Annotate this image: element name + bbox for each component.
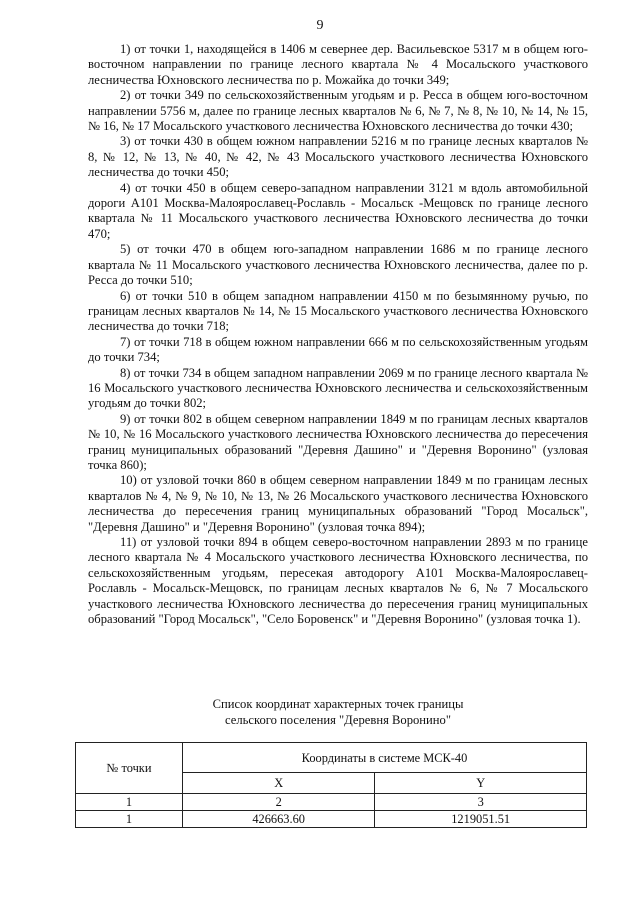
paragraph-6: 6) от точки 510 в общем западном направлении 4150 м по безымянному ручью, по границам лесных кварталов № 14, № 15 Мосальского участкового лесничества Юхновского лесничества до точки 718; <box>88 288 588 334</box>
paragraph-10: 10) от узловой точки 860 в общем северном направлении 1849 м по границам лесных кварталов № 4, № 9, № 10, № 13, № 26 Мосальского участкового лесничества Юхновского лесничества до пересечения границ муниципальных образований "Город Мосальск", "Деревня Дашино" и "Деревня Воронино" (узловая точка 894); <box>88 473 588 534</box>
paragraph-5: 5) от точки 470 в общем юго-западном направлении 1686 м по границе лесного квартала № 11 Мосальского участкового лесничества Юхновского лесничества, далее по р. Ресса до точки 510; <box>88 242 588 288</box>
coordinates-table <box>75 742 587 828</box>
paragraph-7: 7) от точки 718 в общем южном направлении 666 м по сельскохозяйственным угодьям до точки 734; <box>88 334 588 365</box>
header-point-number: № точки <box>76 743 183 794</box>
header-x: X <box>183 773 375 794</box>
index-cell: 2 <box>183 794 375 811</box>
point-number-cell: 1 <box>76 811 183 828</box>
index-cell: 3 <box>375 794 587 811</box>
page-number: 9 <box>316 18 324 33</box>
paragraph-2: 2) от точки 349 по сельскохозяйственным угодьям и р. Ресса в общем юго-восточном направлении 5756 м, далее по границе лесных кварталов № 6, № 7, № 8, № 10, № 14, № 15, № 16, № 17 Мосальского участкового лесничества Юхновского лесничества до точки 430; <box>88 88 588 134</box>
paragraph-8: 8) от точки 734 в общем западном направлении 2069 м по границе лесного квартала № 16 Мосальского участкового лесничества Юхновского лесничества и сельскохозяйственным угодьям до точки 802; <box>88 365 588 411</box>
list-title-line-2: сельского поселения "Деревня Воронино" <box>225 713 451 727</box>
index-cell: 1 <box>76 794 183 811</box>
paragraph-4: 4) от точки 450 в общем северо-западном направлении 3121 м вдоль автомобильной дороги А101 Москва-Малоярославец-Рославль - Мосальск -Мещовск по границе лесного квартала № 11 Мосальского участкового лесничества Юхновского лесничества до точки 470; <box>88 180 588 241</box>
paragraph-3: 3) от точки 430 в общем южном направлении 5216 м по границе лесных кварталов № 8, № 12, № 13, № 40, № 42, № 43 Мосальского участкового лесничества Юхновского лесничества до точки 450; <box>88 134 588 180</box>
coordinates-list-title <box>88 696 588 728</box>
header-coordinate-system: Координаты в системе МСК-40 <box>183 743 587 773</box>
y-coordinate-cell: 1219051.51 <box>375 811 587 828</box>
document-body <box>88 42 588 627</box>
list-title-line-1: Список координат характерных точек границы <box>212 697 464 711</box>
header-y: Y <box>375 773 587 794</box>
paragraph-1: 1) от точки 1, находящейся в 1406 м севернее дер. Васильевское 5317 м в общем юго-восточном направлении по границе лесного квартала № 4 Мосальского участкового лесничества Юхновского лесничества по р. Можайка до точки 349; <box>88 42 588 87</box>
table-row <box>76 811 587 828</box>
table-index-row <box>76 794 587 811</box>
table-header-row <box>76 743 587 773</box>
x-coordinate-cell: 426663.60 <box>183 811 375 828</box>
paragraph-11: 11) от узловой точки 894 в общем северо-восточном направлении 2893 м по границе лесного квартала № 4 Мосальского участкового лесничества Юхновского лесничества, по сельскохозяйственным угодьям, пересекая автодорогу А101 Москва-Малоярославец-Рославль - Мосальск-Мещовск, по границам лесных кварталов № 6, № 7 Мосальского участкового лесничества Юхновского лесничества до пересечения границ муниципальных образований "Город Мосальск", "Село Боровенск" и "Деревня Воронино" (узловая точка 1). <box>88 535 588 627</box>
paragraph-9: 9) от точки 802 в общем северном направлении 1849 м по границам лесных кварталов № 10, № 16 Мосальского участкового лесничества Юхновского лесничества до пересечения границ муниципальных образований "Деревня Дашино" и "Деревня Воронино" (узловая точка 860); <box>88 411 588 472</box>
